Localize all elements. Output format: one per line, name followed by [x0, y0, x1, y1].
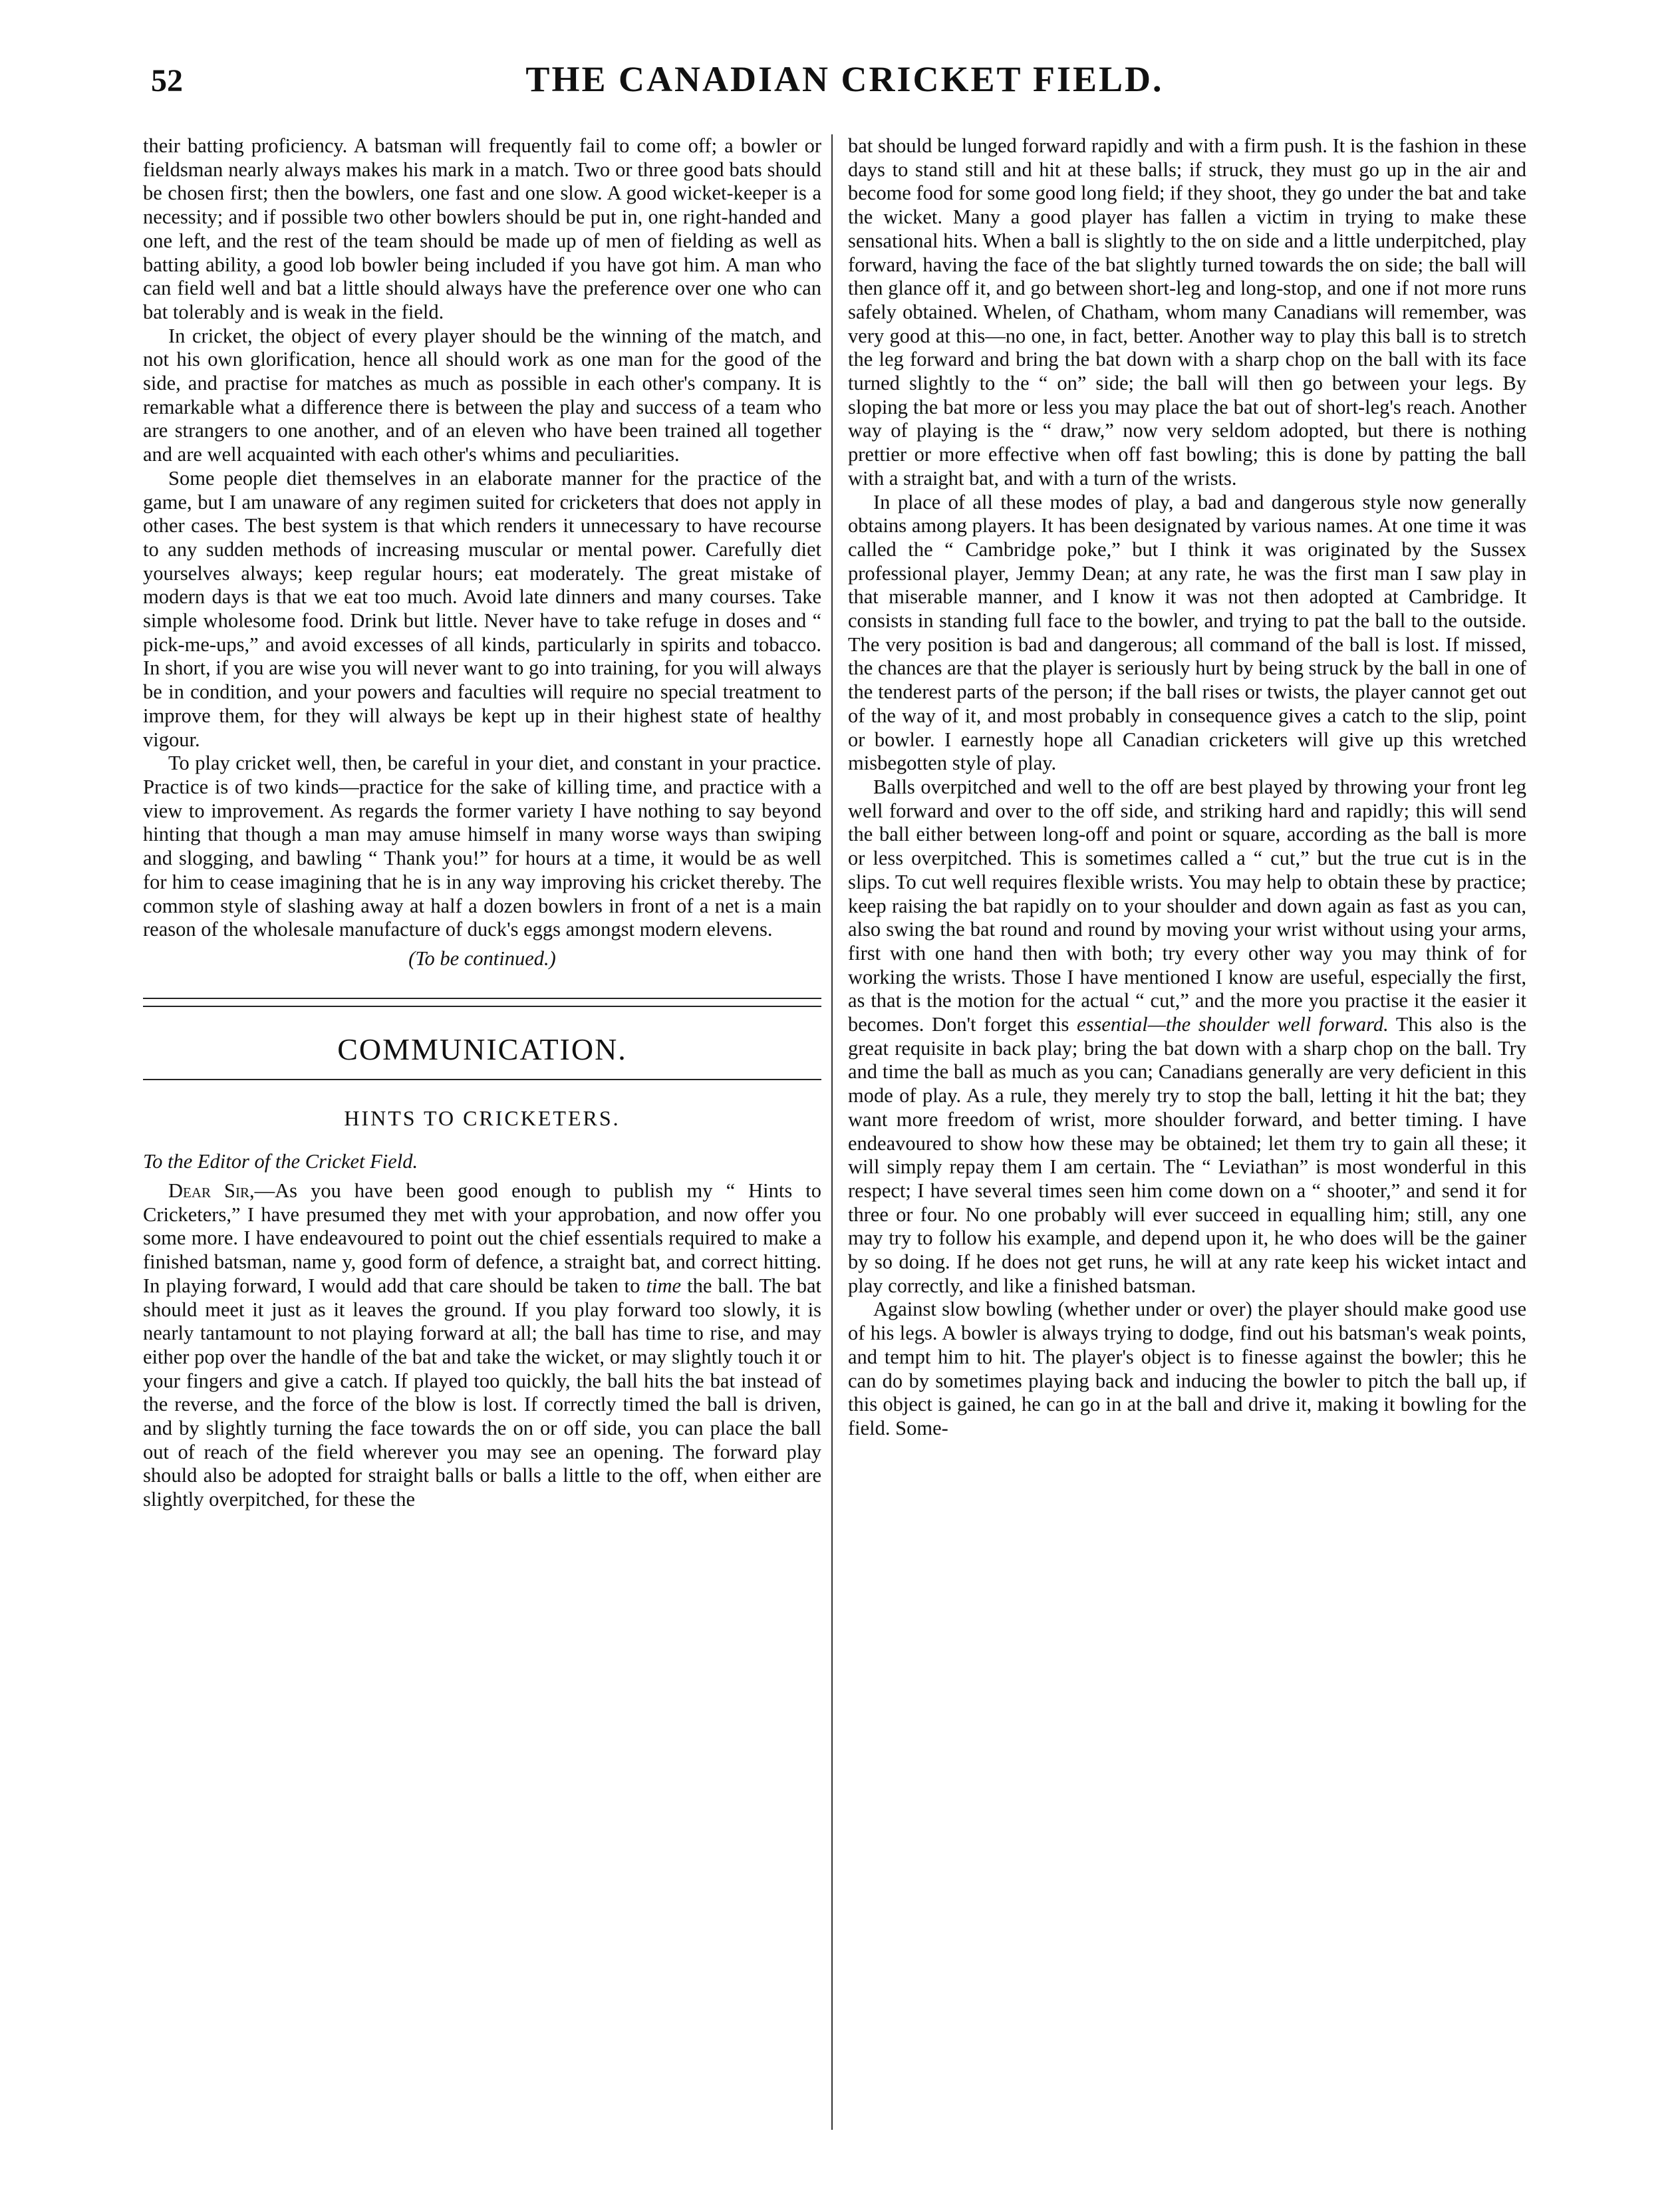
section-rule: [143, 1079, 821, 1080]
emphasis-phrase: essential—the shoulder well forward.: [1077, 1013, 1389, 1036]
letter-paragraph: [143, 1179, 821, 1512]
section-heading: COMMUNICATION.: [337, 1032, 627, 1066]
page-header: [143, 59, 1546, 112]
column-divider: [831, 134, 833, 2130]
letter-text-continued: the ball. The bat should meet it just as it leaves the ground. If you play forward too slowly, it is nearly tantamount to not playing forward at all; the ball has time to rise, and may either pop over the handle of the bat and take the wicket, or may slightly touch it or your fingers and give a catch. If played too quickly, the ball hits the bat instead of the reverse, and the force of the blow is lost. If correctly timed the ball is driven, and by slightly turning the face towards the on or off side, you can place the ball out of reach of the field wherever you may see an opening. The forward play should also be adopted for straight balls or balls a little to the off, when either are slightly overpitched, for these the: [143, 1274, 821, 1511]
letter-text: —As you have been good enough to publish my “ Hints to Cricketers,” I have presumed they met with your approbation, and now offer you some more. I have endeavoured to point out the chief essentials required to make a finished batsman, name y, good form of defence, a straight bat, and correct hitting. In playing forward, I would add that care should be taken to: [143, 1179, 821, 1297]
section-divider: [143, 998, 821, 1007]
letter-emphasis: time: [646, 1274, 682, 1297]
article-paragraph: To play cricket well, then, be careful in your diet, and constant in your practice. Practice is of two kinds—practice for the sake of killing time, and practice with a view to improvement. As regards the former variety I have nothing to say beyond hinting that though a man may amuse himself in many worse ways than swiping and slogging, and bawling “ Thank you!” for hours at a time, it would be as well for him to cease imagining that he is in any way improving his cricket thereby. The common style of slashing away at half a dozen bowlers in front of a net is a main reason of the wholesale manufacture of duck's eggs amongst modern elevens.: [143, 752, 821, 941]
article-title: HINTS TO CRICKETERS.: [344, 1105, 621, 1130]
article-paragraph: [848, 776, 1526, 1298]
journal-title: THE CANADIAN CRICKET FIELD.: [525, 59, 1164, 99]
article-paragraph: Some people diet themselves in an elaborate manner for the practice of the game, but I am unaware of any regimen suited for cricketers that does not apply in other cases. The best system is that which renders it unnecessary to have recourse to any sudden methods of increasing muscular or mental power. Carefully diet yourselves always; keep regular hours; eat moderately. The great mistake of modern days is that we eat too much. Avoid late dinners and many courses. Take simple wholesome food. Drink but little. Never have to take refuge in doses and “ pick-me-ups,” and avoid excesses of all kinds, particularly in spirits and tobacco. In short, if you are wise you will never want to go into training, for you will always be in condition, and your powers and faculties will require no special treatment to improve them, for they will always be kept up in their highest state of healthy vigour.: [143, 466, 821, 751]
page-number: 52: [151, 63, 183, 98]
article-paragraph: their batting proficiency. A batsman will frequently fail to come off; a bowler or fieldsman nearly always makes his mark in a match. Two or three good bats should be chosen first; then the bowlers, one fast and one slow. A good wicket-keeper is a necessity; and if possible two other bowlers should be put in, one right-handed and one left, and the rest of the team should be made up of men of fielding as well as batting ability, a good lob bowler being included if you have got him. A man who can field well and bat a little should always have the preference over one who can bat tolerably and is weak in the field.: [143, 134, 821, 323]
article-paragraph: Against slow bowling (whether under or over) the player should make good use of his legs. A bowler is always trying to dodge, find out his batsman's weak points, and tempt him to hit. The player's object is to finesse against the bowler; this he can do by sometimes playing back and inducing the bowler to pitch the ball up, if this object is gained, he can go in at the ball and drive it, making it bowling for the field. Some-: [848, 1298, 1526, 1439]
article-paragraph: bat should be lunged forward rapidly and with a firm push. It is the fashion in these days to stand still and hit at these balls; if struck, they must go up in the air and become food for some good long field; if they shoot, they go under the bat and take the wicket. Many a good player has fallen a victim in trying to make these sensational hits. When a ball is slightly to the on side and a little underpitched, play forward, having the face of the bat slightly turned towards the on side; the ball will then glance off it, and go between short-leg and long-stop, and one if not more runs safely obtained. Whelen, of Chatham, whom many Canadians will remember, was very good at this—no one, in fact, better. Another way to play this ball is to stretch the leg forward and bring the bat down with a sharp chop on the ball with its face turned slightly to the “ on” side; the ball will then go between your legs. By sloping the bat more or less you may place the bat out of short-leg's reach. Another way of playing is the “ draw,” now very seldom adopted, but there is nothing prettier or more effective when off fast bowling; this is done by patting the ball with a straight bat, and with a turn of the wrists.: [848, 134, 1526, 490]
article-paragraph: In place of all these modes of play, a bad and dangerous style now generally obtains among players. It has been designated by various names. At one time it was called the “ Cambridge poke,” but I think it was originated by the Sussex professional player, Jemmy Dean; at any rate, he was the first man I saw play in that miserable manner, and I know it was not then adopted at Cambridge. It consists in standing full face to the bowler, and trying to pat the ball to the outside. The very position is bad and dangerous; all command of the ball is lost. If missed, the chances are that the player is seriously hurt by being struck by the ball in one of the tenderest parts of the person; if the ball rises or twists, the player cannot get out of the way of it, and most probably in consequence gives a catch to the slip, point or bowler. I earnestly hope all Canadian cricketers will give up this wretched misbegotten style of play.: [848, 490, 1526, 775]
article-paragraph: In cricket, the object of every player should be the winning of the match, and not his own glorification, hence all should work as one man for the good of the side, and practise for matches as much as possible in each other's company. It is remarkable what a difference there is between the play and success of a team who are strangers to one another, and of an eleven who have been trained all together and are well acquainted with each other's whims and peculiarities.: [143, 324, 821, 466]
right-column: [848, 134, 1526, 2150]
letter-addressee: To the Editor of the Cricket Field.: [143, 1150, 418, 1173]
paragraph-text-continued: This also is the great requisite in back play; bring the bat down with a sharp chop on the ball. Try and time the ball as much as you can; Canadians generally are very deficient in this mode of play. As a rule, they merely try to stop the ball, letting it hit the bat; they want more freedom of wrist, more shoulder forward, and better timing. I have endeavoured to show how these may be obtained; let them try to gain all these; it will simply repay them I am certain. The “ Leviathan” is most wonderful in this respect; I have several times seen him come down on a “ shooter,” and send it for three or four. No one probably will ever succeed in equalling him; still, any one may try to follow his example, and depend upon it, he who does will be the gainer by so doing. If he does not get runs, he will at any rate keep his wicket intact and play correctly, and like a finished batsman.: [848, 1013, 1526, 1297]
continued-note: (To be continued.): [408, 947, 556, 970]
paragraph-text: Balls overpitched and well to the off are best played by throwing your front leg well forward and over to the off side, and striking hard and rapidly; this will send the ball either between long-off and point or square, according as the ball is more or less overpitched. This is sometimes called a “ cut,” but the true cut is in the slips. To cut well requires flexible wrists. You may help to obtain these by practice; keep raising the bat rapidly on to your shoulder and down again as fast as you can, also swing the bat round and round by moving your wrist without using your arms, first with one hand then with both; try every other way you may think of for working the wrists. Those I have mentioned I know are useful, especially the first, as that is the motion for the actual “ cut,” and the more you practise it the easier it becomes. Don't forget this: [848, 775, 1526, 1036]
left-column: [143, 134, 821, 2150]
letter-salutation: Dear Sir,: [168, 1179, 255, 1203]
